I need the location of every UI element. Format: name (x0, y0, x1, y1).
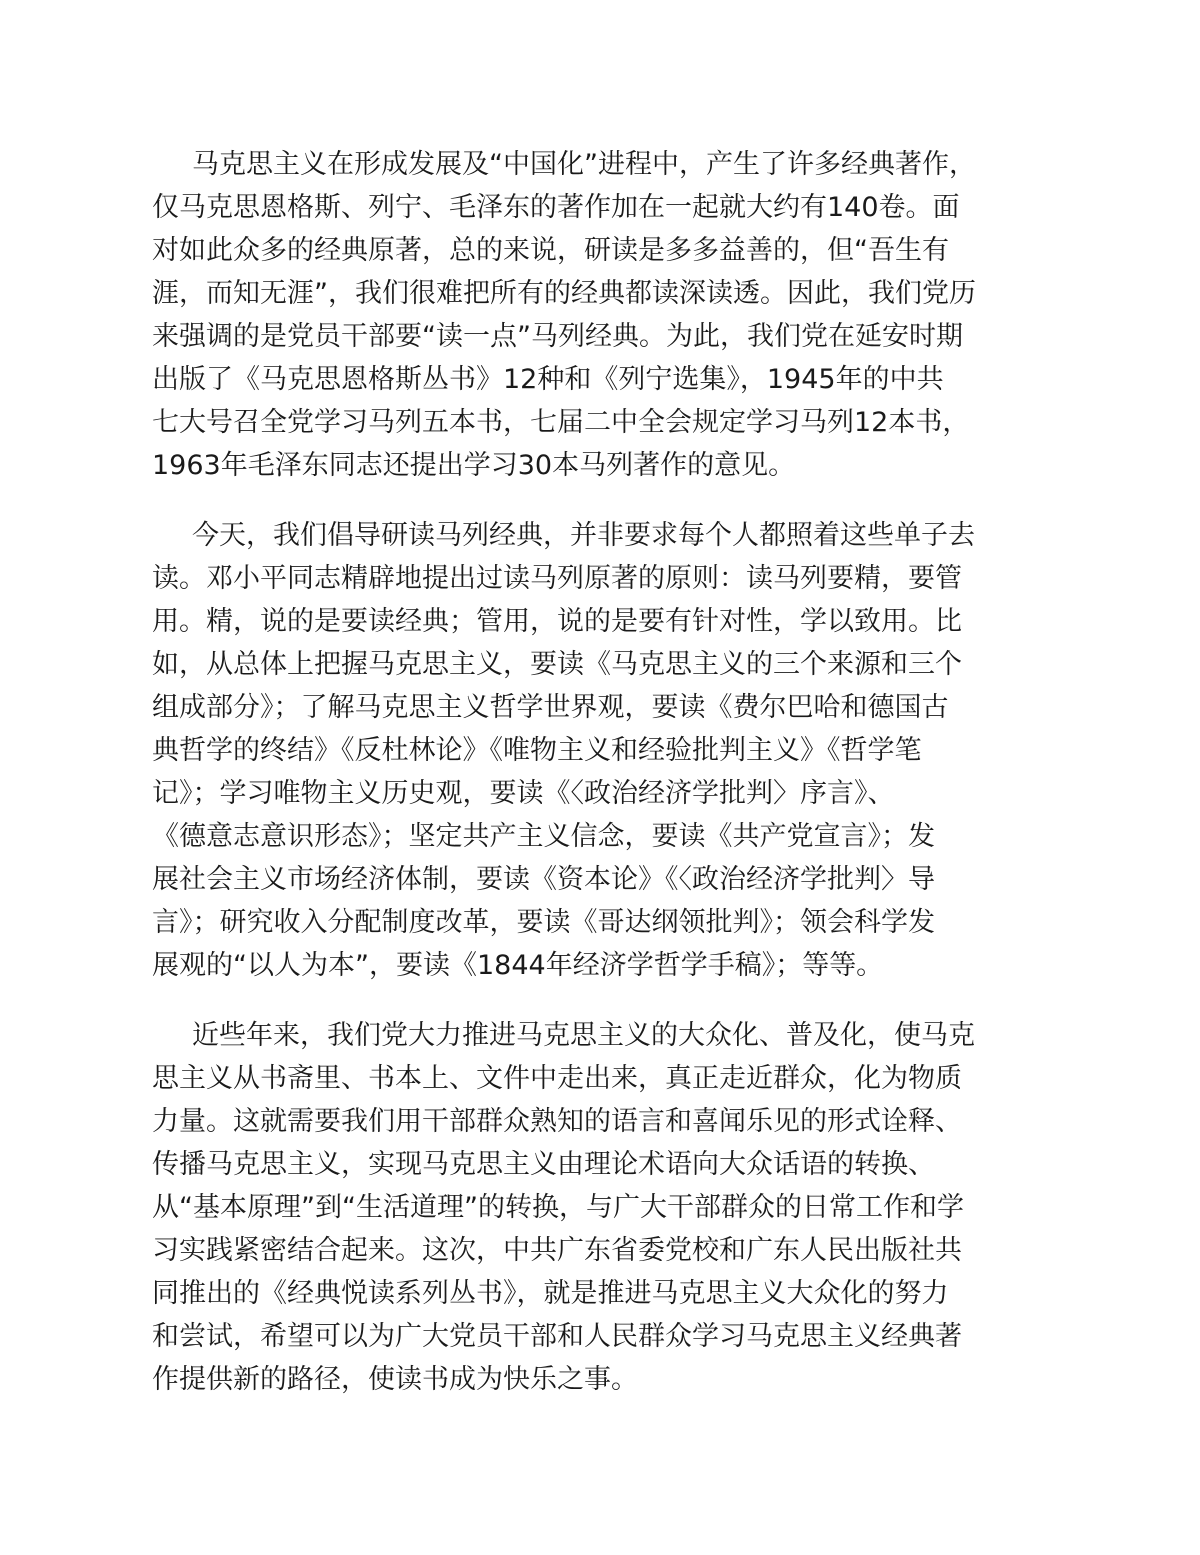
text-line: 力量。这就需要我们用干部群众熟知的语言和喜闻乐见的形式诠释、 (152, 1106, 962, 1137)
text-line: 如，从总体上把握马克思主义，要读《马克思主义的三个来源和三个 (152, 649, 962, 680)
text-line: 思主义从书斋里、书本上、文件中走出来，真正走近群众，化为物质 (152, 1063, 962, 1094)
text-line: 典哲学的终结》《反杜林论》《唯物主义和经验批判主义》《哲学笔 (152, 735, 922, 766)
text-line: 和尝试，希望可以为广大党员干部和人民群众学习马克思主义经典著 (152, 1321, 962, 1352)
text-line: 近些年来，我们党大力推进马克思主义的大众化、普及化，使马克 (192, 1020, 975, 1051)
paragraph (152, 1014, 1062, 1401)
text-line: 对如此众多的经典原著，总的来说，研读是多多益善的，但“吾生有 (152, 235, 949, 266)
text-line: 来强调的是党员干部要“读一点”马列经典。为此，我们党在延安时期 (152, 321, 963, 352)
text-line: 同推出的《经典悦读系列丛书》，就是推进马克思主义大众化的努力 (152, 1278, 949, 1309)
paragraph (152, 514, 1062, 987)
text-line: 今天，我们倡导研读马列经典，并非要求每个人都照着这些单子去 (192, 520, 975, 551)
text-line: 作提供新的路径，使读书成为快乐之事。 (152, 1364, 638, 1395)
text-line: 传播马克思主义，实现马克思主义由理论术语向大众话语的转换、 (152, 1149, 935, 1180)
text-line: 出版了《马克思恩格斯丛书》12种和《列宁选集》，1945年的中共 (152, 364, 944, 395)
text-line: 涯，而知无涯”，我们很难把所有的经典都读深读透。因此，我们党历 (152, 278, 976, 309)
text-line: 展观的“以人为本”，要读《1844年经济学哲学手稿》；等等。 (152, 950, 884, 981)
text-line: 七大号召全党学习马列五本书，七届二中全会规定学习马列12本书， (152, 407, 970, 438)
text-line: 记》；学习唯物主义历史观，要读《〈政治经济学批判〉序言》、 (152, 778, 895, 809)
text-line: 马克思主义在形成发展及“中国化”进程中，产生了许多经典著作， (192, 149, 976, 180)
text-line: 1963年毛泽东同志还提出学习30本马列著作的意见。 (152, 450, 796, 481)
document-page (152, 143, 1062, 1428)
paragraph (152, 143, 1062, 487)
text-line: 从“基本原理”到“生活道理”的转换，与广大干部群众的日常工作和学 (152, 1192, 964, 1223)
text-line: 言》；研究收入分配制度改革，要读《哥达纲领批判》；领会科学发 (152, 907, 935, 938)
text-line: 读。邓小平同志精辟地提出过读马列原著的原则：读马列要精，要管 (152, 563, 962, 594)
text-line: 《德意志意识形态》；坚定共产主义信念，要读《共产党宣言》；发 (152, 821, 935, 852)
text-line: 用。精，说的是要读经典；管用，说的是要有针对性，学以致用。比 (152, 606, 962, 637)
text-line: 习实践紧密结合起来。这次，中共广东省委党校和广东人民出版社共 (152, 1235, 962, 1266)
text-line: 仅马克思恩格斯、列宁、毛泽东的著作加在一起就大约有140卷。面 (152, 192, 960, 223)
text-line: 展社会主义市场经济体制，要读《资本论》《〈政治经济学批判〉导 (152, 864, 935, 895)
text-line: 组成部分》；了解马克思主义哲学世界观，要读《费尔巴哈和德国古 (152, 692, 949, 723)
